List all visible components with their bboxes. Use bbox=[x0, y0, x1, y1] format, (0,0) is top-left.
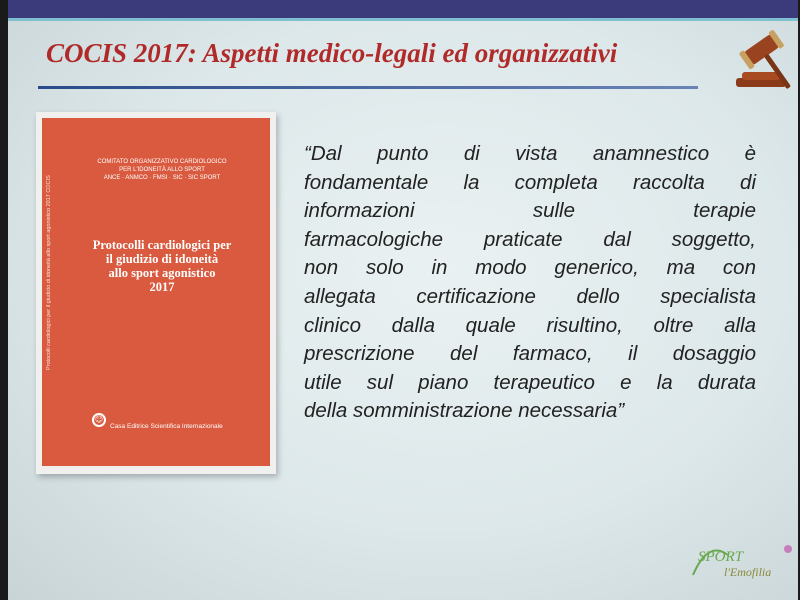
quote-line: non solo in modo generico, ma con bbox=[304, 256, 756, 280]
book-header-line: PER L'IDONEITÀ ALLO SPORT bbox=[119, 167, 205, 173]
logo-sub-text: l'Emofilia bbox=[724, 565, 772, 579]
book-cover bbox=[42, 118, 270, 466]
quote-line: informazioni sulle terapie bbox=[304, 199, 756, 223]
slide-title: COCIS 2017: Aspetti medico-legali ed organizzativi bbox=[46, 38, 618, 68]
slide-top-band bbox=[8, 0, 798, 21]
book-header bbox=[62, 158, 262, 182]
publisher-logo-icon: ☺ bbox=[92, 413, 106, 427]
book-title bbox=[62, 238, 262, 294]
book-header-line: COMITATO ORGANIZZATIVO CARDIOLOGICO bbox=[97, 159, 227, 165]
book-title-line: 2017 bbox=[149, 280, 175, 294]
quote-line: della somministrazione necessaria” bbox=[304, 399, 625, 423]
book-spine-text: Protocolli cardiologici per il giudizio di idoneità allo sport agonistico 2017 COCIS bbox=[46, 175, 52, 371]
quote-line: fondamentale la completa raccolta di bbox=[304, 170, 756, 194]
quote-line: allegata certificazione dello specialista bbox=[304, 284, 756, 308]
quote-text bbox=[304, 140, 756, 426]
sport-emofilia-logo bbox=[688, 535, 798, 585]
book-title-line: allo sport agonistico bbox=[108, 266, 216, 280]
quote-line: clinico dalla quale risultino, oltre alla bbox=[304, 313, 756, 337]
book-title-line: Protocolli cardiologici per bbox=[92, 238, 232, 252]
book-title-line: il giudizio di idoneità bbox=[105, 252, 219, 266]
quote-line: utile sul piano terapeutico e la durata bbox=[304, 370, 756, 394]
logo-main-text: SPORT bbox=[698, 549, 743, 565]
book-publisher: Casa Editrice Scientifica Internazionale bbox=[110, 423, 223, 430]
slide-screen bbox=[8, 0, 798, 600]
title-underline bbox=[38, 86, 698, 89]
book-cover-image bbox=[36, 112, 276, 474]
book-header-line: ANCE · ANMCO · FMSI · SIC · SIC SPORT bbox=[103, 175, 221, 181]
quote-line: farmacologiche praticate dal soggetto, bbox=[304, 227, 756, 251]
gavel-icon bbox=[728, 20, 800, 98]
quote-line: “Dal punto di vista anamnestico è bbox=[304, 142, 756, 165]
quote-line: prescrizione del farmaco, il dosaggio bbox=[304, 342, 756, 366]
